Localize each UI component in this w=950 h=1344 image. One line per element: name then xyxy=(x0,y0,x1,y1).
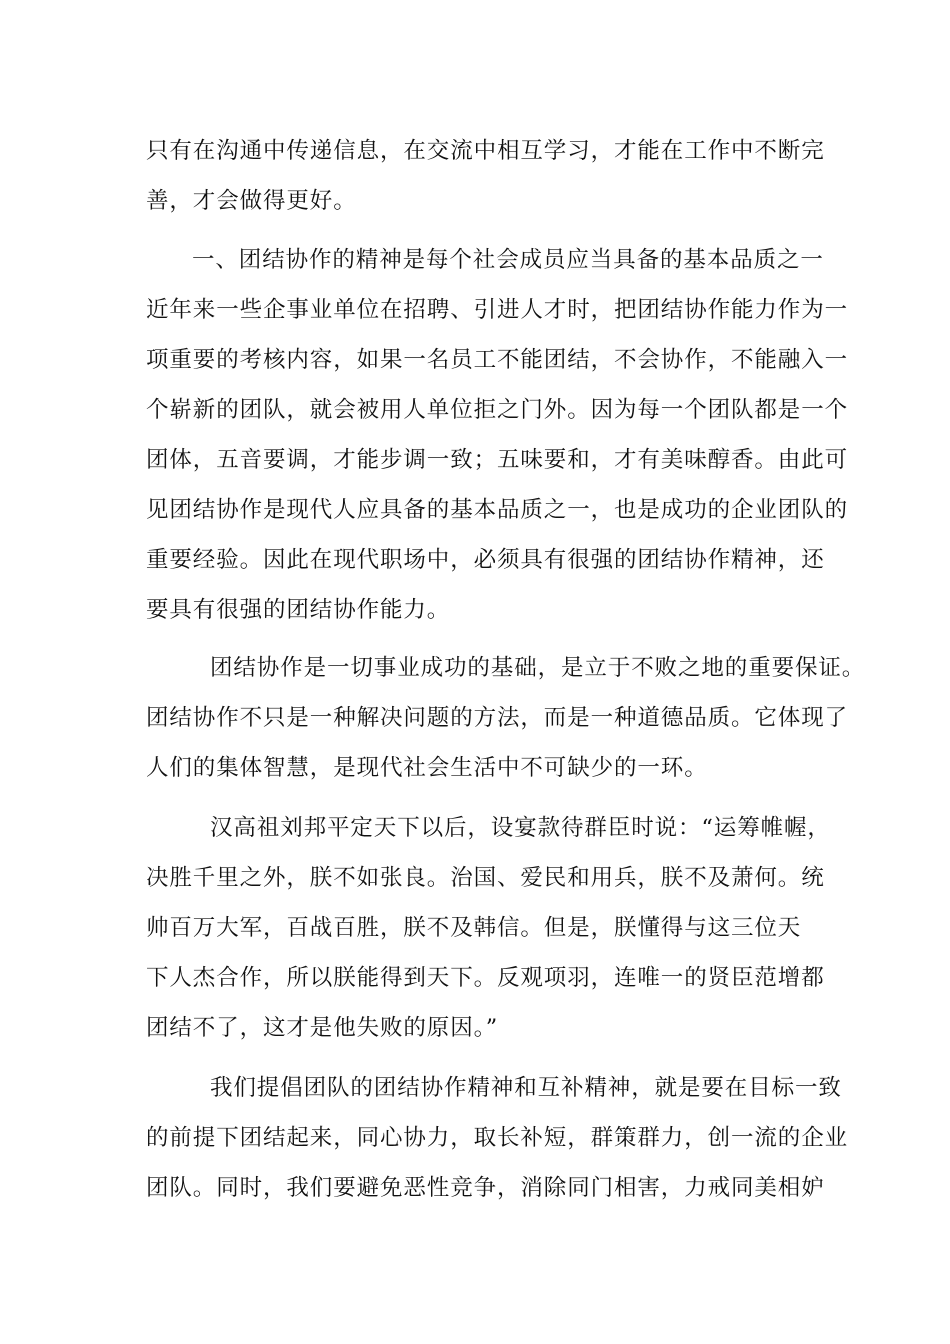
text-line: 我们提倡团队的团结协作精神和互补精神，就是要在目标一致 xyxy=(210,1075,842,1101)
text-line: 只有在沟通中传递信息，在交流中相互学习，才能在工作中不断完 xyxy=(146,138,825,164)
text-line: 下人杰合作，所以朕能得到天下。反观项羽，连唯一的贤臣范增都 xyxy=(146,965,825,991)
text-line: 善，才会做得更好。 xyxy=(146,188,357,214)
text-line: 团结协作不只是一种解决问题的方法，而是一种道德品质。它体现了 xyxy=(146,705,849,731)
text-line: 团结协作是一切事业成功的基础，是立于不败之地的重要保证。 xyxy=(210,655,866,681)
text-line: 重要经验。因此在现代职场中，必须具有很强的团结协作精神，还 xyxy=(146,547,825,573)
text-line: 团结不了，这才是他失败的原因。” xyxy=(146,1015,499,1041)
text-line: 的前提下团结起来，同心协力，取长补短，群策群力，创一流的企业 xyxy=(146,1125,849,1151)
text-line: 决胜千里之外，朕不如张良。治国、爱民和用兵，朕不及萧何。统 xyxy=(146,865,825,891)
text-line: 团体，五音要调，才能步调一致；五味要和，才有美味醇香。由此可 xyxy=(146,447,849,473)
text-line: 项重要的考核内容，如果一名员工不能团结，不会协作，不能融入一 xyxy=(146,347,849,373)
text-line: 要具有很强的团结协作能力。 xyxy=(146,597,451,623)
text-line: 帅百万大军，百战百胜，朕不及韩信。但是，朕懂得与这三位天 xyxy=(146,915,802,941)
section-heading: 一、团结协作的精神是每个社会成员应当具备的基本品质之一 xyxy=(192,247,824,273)
text-line: 近年来一些企事业单位在招聘、引进人才时，把团结协作能力作为一 xyxy=(146,297,849,323)
text-line: 汉高祖刘邦平定天下以后，设宴款待群臣时说：“运筹帷幄， xyxy=(210,815,831,841)
text-line: 见团结协作是现代人应具备的基本品质之一，也是成功的企业团队的 xyxy=(146,497,849,523)
text-line: 人们的集体智慧，是现代社会生活中不可缺少的一环。 xyxy=(146,755,708,781)
text-line: 团队。同时，我们要避免恶性竞争，消除同门相害，力戒同美相妒 xyxy=(146,1175,825,1201)
text-line: 个崭新的团队，就会被用人单位拒之门外。因为每一个团队都是一个 xyxy=(146,397,849,423)
